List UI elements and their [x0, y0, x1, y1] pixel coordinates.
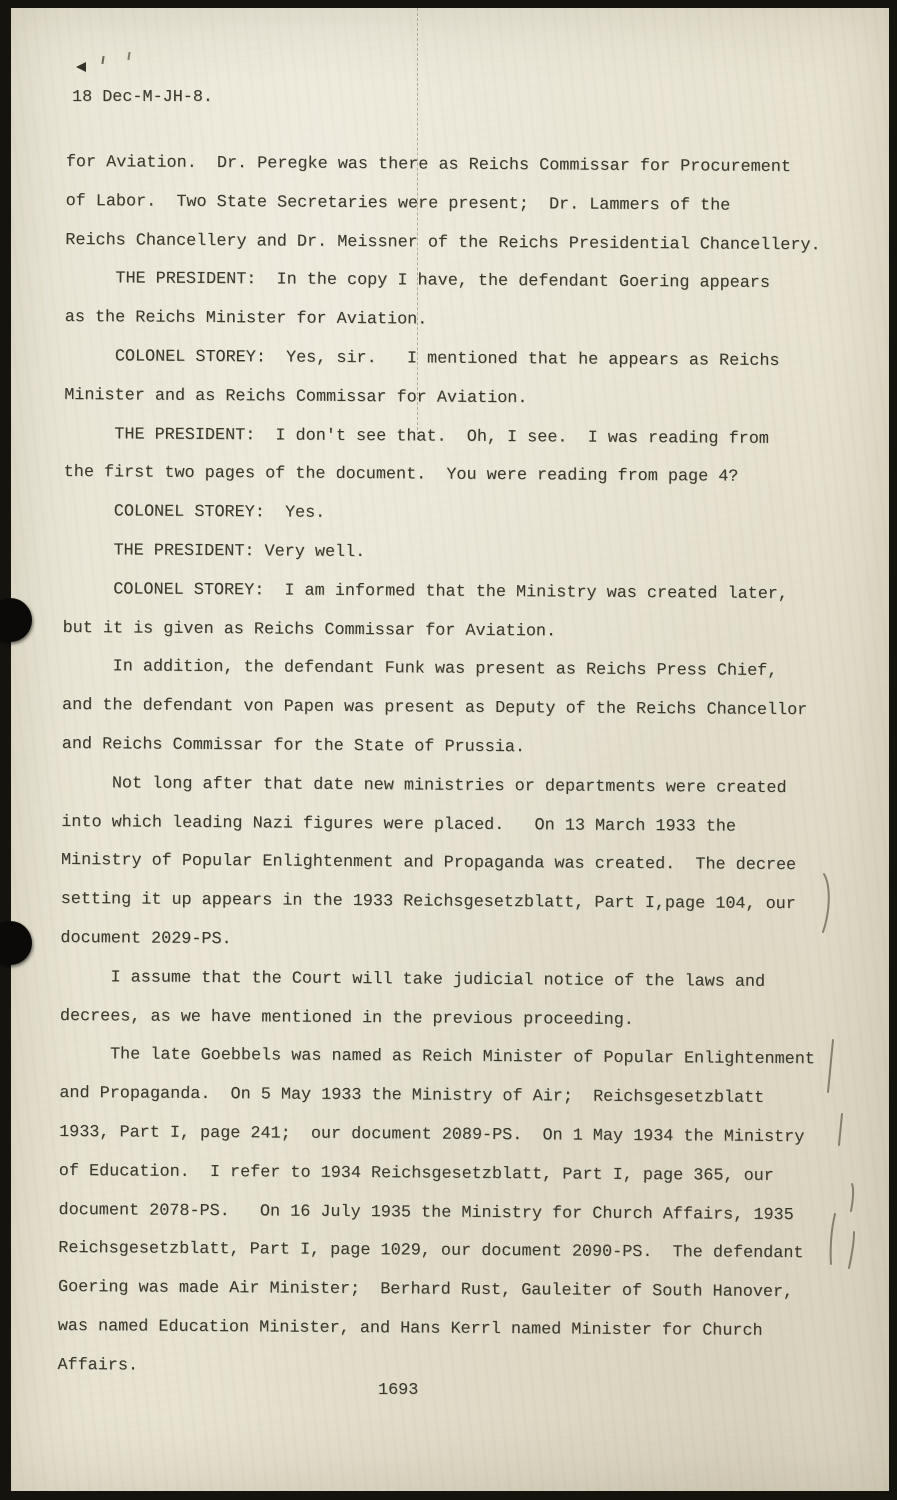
transcript-line: into which leading Nazi figures were placed. On 13 March 1933 the — [61, 812, 737, 837]
transcript-line: Affairs. — [57, 1355, 139, 1376]
transcript-line: but it is given as Reichs Commissar for Aviation. — [62, 618, 557, 641]
transcript-line: Goering was made Air Minister; Berhard Rust, Gauleiter of South Hanover, — [57, 1278, 794, 1303]
transcript-line: Ministry of Popular Enlightenment and Propaganda was created. The decree — [60, 851, 797, 876]
transcript-line: and the defendant von Papen was present as Deputy of the Reichs Chancellor — [62, 696, 808, 721]
transcript-line: 1933, Part I, page 241; our document 2089-PS. On 1 May 1934 the Ministry — [59, 1122, 805, 1148]
transcript-line: THE PRESIDENT: In the copy I have, the defendant Goering appears — [64, 269, 771, 294]
transcript-line: Reichs Chancellery and Dr. Meissner of the Reichs Presidential Chancellery. — [65, 230, 821, 255]
pen-mark — [823, 874, 829, 932]
transcript-line: Not long after that date new ministries or departments were created — [61, 773, 787, 798]
pen-mark — [839, 1114, 842, 1145]
transcript-line: decrees, as we have mentioned in the previous proceeding. — [59, 1006, 634, 1030]
pen-mark — [828, 1040, 833, 1092]
transcript-line: In addition, the defendant Funk was present as Reichs Press Chief, — [62, 657, 778, 682]
transcript-line: as the Reichs Minister for Aviation. — [64, 308, 428, 330]
page-header: 18 Dec-M-JH-8. — [72, 88, 213, 107]
pen-mark — [849, 1232, 854, 1268]
pen-mark — [851, 1184, 853, 1211]
transcript-line: Reichsgesetzblatt, Part I, page 1029, our document 2090-PS. The defendant — [58, 1239, 804, 1264]
transcript-line: was named Education Minister, and Hans Kerrl named Minister for Church — [57, 1316, 763, 1341]
transcript-line: COLONEL STOREY: Yes, sir. I mentioned that he appears as Reichs — [64, 346, 780, 371]
transcript-line: document 2078-PS. On 16 July 1935 the Ministry for Church Affairs, 1935 — [58, 1200, 794, 1225]
transcript-line: the first two pages of the document. You were reading from page 4? — [63, 463, 739, 488]
transcript-line: THE PRESIDENT: Very well. — [63, 540, 366, 563]
transcript-line: and Reichs Commissar for the State of Prussia. — [61, 734, 526, 758]
transcript-line: COLONEL STOREY: Yes. — [63, 502, 326, 523]
page-number: 1693 — [378, 1381, 419, 1400]
transcript-line: The late Goebbels was named as Reich Minister of Popular Enlightenment — [59, 1045, 815, 1070]
pen-mark — [831, 1214, 835, 1264]
transcript-line: I assume that the Court will take judicial notice of the laws and — [60, 967, 766, 992]
transcript-line: COLONEL STOREY: I am informed that the Ministry was created later, — [62, 579, 789, 604]
transcript-line: document 2029-PS. — [60, 928, 232, 950]
transcript-line: of Education. I refer to 1934 Reichsgesetzblatt, Part I, page 365, our — [58, 1161, 774, 1186]
transcript-line: for Aviation. Dr. Peregke was there as Reichs Commissar for Procurement — [65, 152, 791, 178]
transcript-line: of Labor. Two State Secretaries were present; Dr. Lammers of the — [65, 191, 731, 216]
transcript-line: and Propaganda. On 5 May 1933 the Ministry of Air; Reichsgesetzblatt — [59, 1084, 765, 1109]
transcript-line: THE PRESIDENT: I don't see that. Oh, I see. I was reading from — [63, 424, 769, 449]
transcript-line: Minister and as Reichs Commissar for Aviation. — [64, 385, 528, 409]
transcript-line: setting it up appears in the 1933 Reichsgesetzblatt, Part I,page 104, our — [60, 890, 796, 915]
